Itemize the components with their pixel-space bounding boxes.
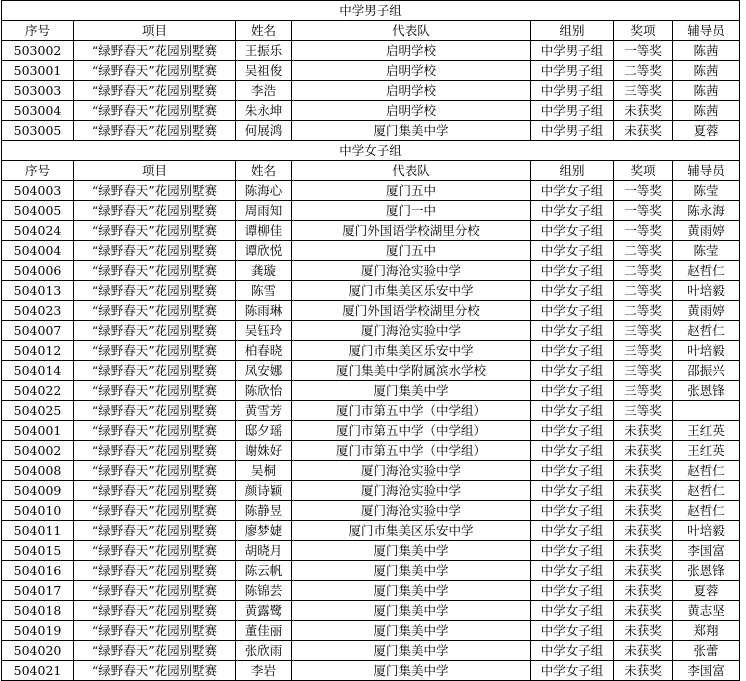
column-header: 组别 [531,21,614,41]
group-cell: 中学女子组 [531,641,614,661]
group-cell: 中学女子组 [531,521,614,541]
team-cell: 厦门海沧实验中学 [292,261,531,281]
table-row [2,101,740,121]
name-cell: 陈雪 [236,281,292,301]
group-cell: 中学女子组 [531,301,614,321]
team-cell: 厦门集美中学 [292,381,531,401]
team-cell: 厦门市第五中学（中学组） [292,421,531,441]
project-cell: “绿野春天”花园别墅赛 [74,641,236,661]
group-cell: 中学女子组 [531,341,614,361]
results-table [1,0,740,681]
project-cell: “绿野春天”花园别墅赛 [74,321,236,341]
project-cell: “绿野春天”花园别墅赛 [74,121,236,141]
project-cell: “绿野春天”花园别墅赛 [74,281,236,301]
team-cell: 厦门集美中学 [292,561,531,581]
serial-cell: 504022 [2,381,74,401]
section-title-row [2,141,740,161]
column-header: 代表队 [292,21,531,41]
team-cell: 厦门市第五中学（中学组） [292,441,531,461]
group-cell: 中学女子组 [531,581,614,601]
name-cell: 吴桐 [236,461,292,481]
serial-cell: 504017 [2,581,74,601]
award-cell: 三等奖 [614,381,673,401]
award-cell: 一等奖 [614,41,673,61]
coach-cell: 赵哲仁 [673,481,740,501]
award-cell: 未获奖 [614,581,673,601]
team-cell: 厦门海沧实验中学 [292,481,531,501]
project-cell: “绿野春天”花园别墅赛 [74,421,236,441]
coach-cell: 王红英 [673,441,740,461]
project-cell: “绿野春天”花园别墅赛 [74,261,236,281]
table-row [2,501,740,521]
serial-cell: 504010 [2,501,74,521]
group-cell: 中学女子组 [531,541,614,561]
table-row [2,581,740,601]
group-cell: 中学女子组 [531,241,614,261]
team-cell: 厦门集美中学 [292,541,531,561]
award-cell: 三等奖 [614,401,673,421]
group-cell: 中学女子组 [531,561,614,581]
project-cell: “绿野春天”花园别墅赛 [74,41,236,61]
project-cell: “绿野春天”花园别墅赛 [74,361,236,381]
column-header: 代表队 [292,161,531,181]
team-cell: 启明学校 [292,61,531,81]
group-cell: 中学女子组 [531,461,614,481]
serial-cell: 503004 [2,101,74,121]
coach-cell: 黄雨婷 [673,221,740,241]
table-row [2,401,740,421]
serial-cell: 503005 [2,121,74,141]
table-row [2,241,740,261]
coach-cell: 陈茜 [673,81,740,101]
award-cell: 三等奖 [614,341,673,361]
project-cell: “绿野春天”花园别墅赛 [74,61,236,81]
serial-cell: 504013 [2,281,74,301]
project-cell: “绿野春天”花园别墅赛 [74,561,236,581]
serial-cell: 504002 [2,441,74,461]
serial-cell: 504003 [2,181,74,201]
award-cell: 未获奖 [614,421,673,441]
team-cell: 厦门五中 [292,241,531,261]
team-cell: 厦门外国语学校湖里分校 [292,301,531,321]
group-cell: 中学女子组 [531,621,614,641]
team-cell: 厦门市集美区乐安中学 [292,281,531,301]
award-cell: 未获奖 [614,541,673,561]
table-row [2,381,740,401]
project-cell: “绿野春天”花园别墅赛 [74,481,236,501]
name-cell: 黄雪芳 [236,401,292,421]
name-cell: 邸夕瑶 [236,421,292,441]
table-row [2,301,740,321]
project-cell: “绿野春天”花园别墅赛 [74,301,236,321]
table-row [2,541,740,561]
coach-cell: 邵振兴 [673,361,740,381]
coach-cell: 赵哲仁 [673,261,740,281]
team-cell: 厦门市集美区乐安中学 [292,521,531,541]
table-row [2,361,740,381]
group-cell: 中学男子组 [531,101,614,121]
serial-cell: 503001 [2,61,74,81]
group-cell: 中学女子组 [531,421,614,441]
table-row [2,81,740,101]
group-cell: 中学女子组 [531,601,614,621]
column-header: 辅导员 [673,161,740,181]
name-cell: 谢姝好 [236,441,292,461]
serial-cell: 504016 [2,561,74,581]
name-cell: 李浩 [236,81,292,101]
name-cell: 董佳丽 [236,621,292,641]
award-cell: 未获奖 [614,101,673,121]
name-cell: 朱永坤 [236,101,292,121]
serial-cell: 504006 [2,261,74,281]
serial-cell: 504025 [2,401,74,421]
project-cell: “绿野春天”花园别墅赛 [74,81,236,101]
name-cell: 周雨知 [236,201,292,221]
table-row [2,281,740,301]
group-cell: 中学女子组 [531,481,614,501]
table-row [2,601,740,621]
table-row [2,461,740,481]
name-cell: 吴钰玲 [236,321,292,341]
team-cell: 厦门五中 [292,181,531,201]
team-cell: 启明学校 [292,81,531,101]
project-cell: “绿野春天”花园别墅赛 [74,101,236,121]
column-header: 项目 [74,161,236,181]
name-cell: 陈雨琳 [236,301,292,321]
coach-cell: 陈莹 [673,181,740,201]
serial-cell: 504004 [2,241,74,261]
group-cell: 中学女子组 [531,361,614,381]
name-cell: 李岩 [236,661,292,681]
section-title: 中学男子组 [2,1,740,21]
project-cell: “绿野春天”花园别墅赛 [74,621,236,641]
group-cell: 中学女子组 [531,501,614,521]
header-row [2,21,740,41]
project-cell: “绿野春天”花园别墅赛 [74,541,236,561]
team-cell: 厦门集美中学附属滨水学校 [292,361,531,381]
table-row [2,121,740,141]
team-cell: 启明学校 [292,101,531,121]
award-cell: 三等奖 [614,361,673,381]
project-cell: “绿野春天”花园别墅赛 [74,461,236,481]
team-cell: 厦门集美中学 [292,661,531,681]
group-cell: 中学女子组 [531,321,614,341]
name-cell: 颜诗颖 [236,481,292,501]
results-sheet [1,0,739,681]
name-cell: 陈静昱 [236,501,292,521]
name-cell: 胡晓月 [236,541,292,561]
coach-cell: 陈茜 [673,41,740,61]
name-cell: 吴祖俊 [236,61,292,81]
coach-cell: 赵哲仁 [673,461,740,481]
serial-cell: 504014 [2,361,74,381]
coach-cell: 陈永海 [673,201,740,221]
team-cell: 厦门海沧实验中学 [292,501,531,521]
serial-cell: 503002 [2,41,74,61]
table-row [2,321,740,341]
group-cell: 中学男子组 [531,41,614,61]
project-cell: “绿野春天”花园别墅赛 [74,241,236,261]
serial-cell: 504012 [2,341,74,361]
name-cell: 柏春晓 [236,341,292,361]
coach-cell: 郑翔 [673,621,740,641]
serial-cell: 504008 [2,461,74,481]
project-cell: “绿野春天”花园别墅赛 [74,401,236,421]
serial-cell: 504015 [2,541,74,561]
project-cell: “绿野春天”花园别墅赛 [74,661,236,681]
award-cell: 未获奖 [614,601,673,621]
coach-cell: 陈茜 [673,61,740,81]
table-row [2,201,740,221]
project-cell: “绿野春天”花园别墅赛 [74,201,236,221]
coach-cell: 李国富 [673,541,740,561]
award-cell: 未获奖 [614,561,673,581]
award-cell: 未获奖 [614,481,673,501]
award-cell: 一等奖 [614,201,673,221]
project-cell: “绿野春天”花园别墅赛 [74,501,236,521]
coach-cell: 夏蓉 [673,581,740,601]
coach-cell: 张恩锋 [673,561,740,581]
team-cell: 厦门外国语学校湖里分校 [292,221,531,241]
team-cell: 厦门海沧实验中学 [292,461,531,481]
project-cell: “绿野春天”花园别墅赛 [74,521,236,541]
award-cell: 二等奖 [614,301,673,321]
section-title: 中学女子组 [2,141,740,161]
coach-cell [673,401,740,421]
project-cell: “绿野春天”花园别墅赛 [74,341,236,361]
table-row [2,621,740,641]
table-row [2,521,740,541]
award-cell: 未获奖 [614,441,673,461]
award-cell: 三等奖 [614,321,673,341]
name-cell: 陈海心 [236,181,292,201]
group-cell: 中学男子组 [531,81,614,101]
group-cell: 中学女子组 [531,661,614,681]
coach-cell: 叶培毅 [673,521,740,541]
serial-cell: 504018 [2,601,74,621]
award-cell: 二等奖 [614,261,673,281]
award-cell: 未获奖 [614,461,673,481]
name-cell: 张欣雨 [236,641,292,661]
serial-cell: 504023 [2,301,74,321]
team-cell: 厦门集美中学 [292,581,531,601]
serial-cell: 504007 [2,321,74,341]
project-cell: “绿野春天”花园别墅赛 [74,441,236,461]
award-cell: 二等奖 [614,281,673,301]
header-row [2,161,740,181]
award-cell: 未获奖 [614,501,673,521]
table-row [2,641,740,661]
table-row [2,41,740,61]
award-cell: 一等奖 [614,181,673,201]
team-cell: 厦门集美中学 [292,641,531,661]
group-cell: 中学女子组 [531,261,614,281]
project-cell: “绿野春天”花园别墅赛 [74,381,236,401]
group-cell: 中学女子组 [531,221,614,241]
column-header: 组别 [531,161,614,181]
team-cell: 厦门集美中学 [292,621,531,641]
project-cell: “绿野春天”花园别墅赛 [74,601,236,621]
column-header: 姓名 [236,161,292,181]
award-cell: 未获奖 [614,521,673,541]
table-row [2,441,740,461]
name-cell: 黄露鹭 [236,601,292,621]
serial-cell: 504019 [2,621,74,641]
serial-cell: 504001 [2,421,74,441]
team-cell: 厦门集美中学 [292,121,531,141]
award-cell: 二等奖 [614,241,673,261]
project-cell: “绿野春天”花园别墅赛 [74,221,236,241]
coach-cell: 李国富 [673,661,740,681]
group-cell: 中学女子组 [531,281,614,301]
award-cell: 未获奖 [614,121,673,141]
coach-cell: 黄志坚 [673,601,740,621]
coach-cell: 张蕾 [673,641,740,661]
coach-cell: 张恩锋 [673,381,740,401]
column-header: 序号 [2,161,74,181]
team-cell: 厦门市第五中学（中学组） [292,401,531,421]
table-row [2,61,740,81]
table-row [2,561,740,581]
group-cell: 中学男子组 [531,61,614,81]
coach-cell: 王红英 [673,421,740,441]
table-row [2,481,740,501]
name-cell: 凤安娜 [236,361,292,381]
section-title-row [2,1,740,21]
group-cell: 中学女子组 [531,181,614,201]
serial-cell: 504024 [2,221,74,241]
name-cell: 龚璇 [236,261,292,281]
name-cell: 何展鸿 [236,121,292,141]
name-cell: 陈锦芸 [236,581,292,601]
name-cell: 陈云帆 [236,561,292,581]
name-cell: 廖梦婕 [236,521,292,541]
serial-cell: 504021 [2,661,74,681]
group-cell: 中学女子组 [531,201,614,221]
name-cell: 陈欣怡 [236,381,292,401]
team-cell: 厦门海沧实验中学 [292,321,531,341]
table-row [2,181,740,201]
column-header: 姓名 [236,21,292,41]
serial-cell: 503003 [2,81,74,101]
award-cell: 未获奖 [614,621,673,641]
award-cell: 未获奖 [614,661,673,681]
project-cell: “绿野春天”花园别墅赛 [74,181,236,201]
name-cell: 谭柳佳 [236,221,292,241]
column-header: 奖项 [614,21,673,41]
serial-cell: 504011 [2,521,74,541]
table-row [2,261,740,281]
serial-cell: 504005 [2,201,74,221]
table-row [2,221,740,241]
group-cell: 中学女子组 [531,401,614,421]
award-cell: 二等奖 [614,61,673,81]
team-cell: 厦门市集美区乐安中学 [292,341,531,361]
group-cell: 中学女子组 [531,381,614,401]
coach-cell: 叶培毅 [673,281,740,301]
project-cell: “绿野春天”花园别墅赛 [74,581,236,601]
award-cell: 一等奖 [614,221,673,241]
name-cell: 王振乐 [236,41,292,61]
column-header: 项目 [74,21,236,41]
coach-cell: 黄雨婷 [673,301,740,321]
column-header: 辅导员 [673,21,740,41]
group-cell: 中学女子组 [531,441,614,461]
serial-cell: 504009 [2,481,74,501]
column-header: 奖项 [614,161,673,181]
group-cell: 中学男子组 [531,121,614,141]
coach-cell: 陈莹 [673,241,740,261]
column-header: 序号 [2,21,74,41]
coach-cell: 夏蓉 [673,121,740,141]
name-cell: 谭欣悦 [236,241,292,261]
serial-cell: 504020 [2,641,74,661]
coach-cell: 陈茜 [673,101,740,121]
table-row [2,421,740,441]
award-cell: 未获奖 [614,641,673,661]
team-cell: 厦门一中 [292,201,531,221]
team-cell: 启明学校 [292,41,531,61]
table-row [2,341,740,361]
award-cell: 三等奖 [614,81,673,101]
team-cell: 厦门集美中学 [292,601,531,621]
coach-cell: 赵哲仁 [673,321,740,341]
coach-cell: 叶培毅 [673,341,740,361]
coach-cell: 赵哲仁 [673,501,740,521]
